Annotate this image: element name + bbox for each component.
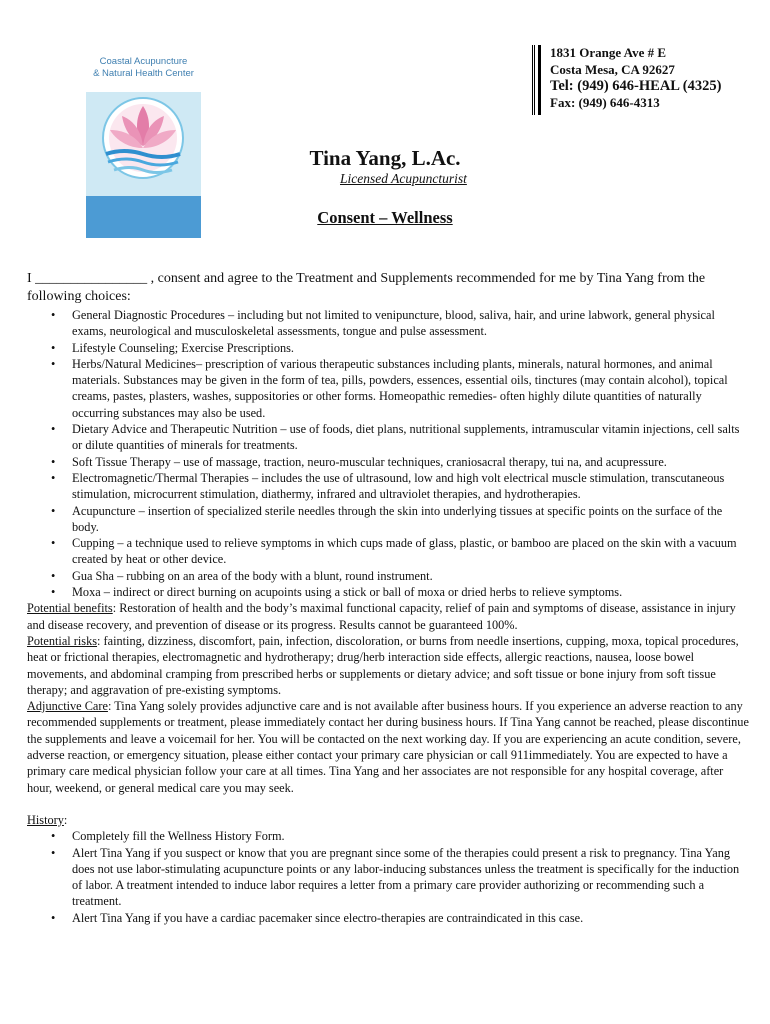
practitioner-title: Licensed Acupuncturist [340,171,467,186]
list-item [27,845,749,910]
adjunctive-text: : Tina Yang solely provides adjunctive care and is not available after business hours. If you experience an adverse reaction to any recommended supplements or treatment, please immediately contact her during business hours. If Tina Yang cannot be reached, please discontinue the supplements and leave a voicemail for her. You will be contacted on the next working day. If you are experiencing an acute condition, severe, adverse reaction, or emergency situation, please either contact your primary care physician or call 911immediately. You are expected to have a primary care medical physician follow your care at all times. Tina Yang and her associates are not responsible for any hospital coverage, after hour, weekend, or general medical care you may seek. [27,699,749,795]
choice-text: Lifestyle Counseling; Exercise Prescriptions. [72,340,294,355]
address-tel: Tel: (949) 646-HEAL (4325) [550,78,722,94]
list-item [27,568,749,584]
history-list [27,828,749,926]
choice-text: Herbs/Natural Medicines– prescription of various therapeutic substances including plants, minerals, natural hormones, and animal materials. Substances may be given in the form of tea, pills, powders, essences, essential oils, tinctures (may contain alcohol), topical creams, pastes, plasters, washes, suppositories or other forms. Homeopathic remedies- often highly dilute quantities of naturally occurring substances may also be used. [72,356,728,420]
choice-text: Dietary Advice and Therapeutic Nutrition – use of foods, diet plans, nutritional supplements, intramuscular vitamin injections, cell salts or dilute quantities of minerals for treatments. [72,422,740,453]
treatment-choices [27,307,749,600]
list-item [27,470,749,503]
bullet-icon: • [51,308,56,322]
history-text: Alert Tina Yang if you have a cardiac pacemaker since electro-therapies are contraindicated in this case. [72,910,584,925]
history-label: History [27,812,64,827]
bullet-icon: • [51,422,56,437]
adjunctive-paragraph [27,698,749,796]
list-item [27,535,749,568]
benefits-paragraph [27,600,749,633]
practitioner-name: Tina Yang, L.Ac. [309,146,461,170]
benefits-text: : Restoration of health and the body’s maximal functional capacity, relief of pain and symptoms of disease, assistance in injury and disease recovery, and prevention of disease or its progress. Results cannot be guaranteed 100%. [27,601,736,632]
bullet-icon: • [51,585,56,600]
list-item [27,340,749,356]
choice-text: General Diagnostic Procedures – including but not limited to venipuncture, blood, saliva, hair, and urine labwork, general physical exams, neurological and musculoskeletal assessments, tongue and pulse assessment. [72,308,715,339]
bullet-icon: • [51,829,56,844]
bullet-icon: • [51,536,56,551]
history-heading [27,812,749,828]
bullet-icon: • [51,845,56,860]
consent-intro: I ________________ , consent and agree to the Treatment and Supplements recommended for me by Tina Yang from the following choices: [27,271,706,304]
history-colon: : [63,812,68,827]
risks-paragraph [27,633,749,698]
adjunctive-label: Adjunctive Care [27,699,108,714]
choice-text: Soft Tissue Therapy – use of massage, traction, neuro-muscular techniques, craniosacral therapy, tui na, and acupressure. [72,454,667,469]
logo-tagline-line2: Balancing mind, body, & spirit. [110,252,177,258]
logo-name-line2: & Natural Health Center [93,68,194,79]
list-item [27,421,749,454]
bullet-icon: • [51,503,56,518]
address-line1: 1831 Orange Ave # E [550,45,667,60]
risks-label: Potential risks [27,633,98,648]
address-divider [538,45,544,115]
list-item [27,307,749,340]
benefits-label: Potential benefits [27,601,113,616]
history-text: Alert Tina Yang if you suspect or know that you are pregnant since some of the therapies could present a risk to pregnancy. Tina Yang does not use labor-stimulating acupuncture points or any labor-inducing substances unless the treatment is specifically for the induction of labor. A treatment intended to induce labor requires a letter from a primary care provider authorizing or recommending such a treatment. [72,845,740,909]
address-fax: Fax: (949) 646-4313 [550,94,660,110]
bullet-icon: • [51,568,56,583]
address-line2: Costa Mesa, CA 92627 [550,61,675,77]
bullet-icon: • [51,356,56,371]
bullet-icon: • [51,910,56,925]
list-item [27,828,749,844]
bullet-icon: • [51,454,56,469]
list-item [27,356,749,421]
bullet-icon: • [51,340,56,355]
choice-text: Gua Sha – rubbing on an area of the body with a blunt, round instrument. [72,568,433,583]
logo-name-line1: Coastal Acupuncture [99,56,188,67]
logo-tagline [86,243,201,259]
choice-text: Moxa – indirect or direct burning on acupoints using a stick or ball of moxa or dried herbs to relieve symptoms. [72,585,623,600]
list-item [27,503,749,536]
choice-text: Electromagnetic/Thermal Therapies – includes the use of ultrasound, low and high volt electrical muscle stimulation, transcutaneous stimulation, microcurrent stimulation, diathermy, infrared and ultraviolet therapies, and hydrotherapies. [72,470,725,502]
choice-text: Cupping – a technique used to relieve symptoms in which cups made of glass, plastic, or bamboo are placed on the skin with a vacuum created by heat or other device. [72,536,737,567]
list-item [27,910,749,926]
logo-tagline-line1: Healing the whole person [115,244,172,250]
bullet-icon: • [51,470,56,485]
form-title: Consent – Wellness [317,208,453,227]
list-item [27,454,749,470]
history-text: Completely fill the Wellness History Form. [72,829,285,844]
choice-text: Acupuncture – insertion of specialized sterile needles through the skin into underlying tissues at specific points on the surface of the body. [72,503,723,534]
list-item [27,584,749,600]
consent-body [27,270,749,926]
risks-text: : fainting, dizziness, discomfort, pain, infection, discoloration, or burns from needle insertions, cupping, moxa, topical procedures, heat or frictional therapies, electromagnetic and hydrotherapy; drug/herb interaction side effects, allergic reactions, nausea, loose bowel movements, and abdominal cramping from prescribed herbs or supplements or dietary advice; and soft tissue or bone injury from soft tissue therapy; and aggravation of pre-existing symptoms. [27,633,739,697]
section-gap [27,796,749,812]
clinic-address-block [532,45,721,115]
